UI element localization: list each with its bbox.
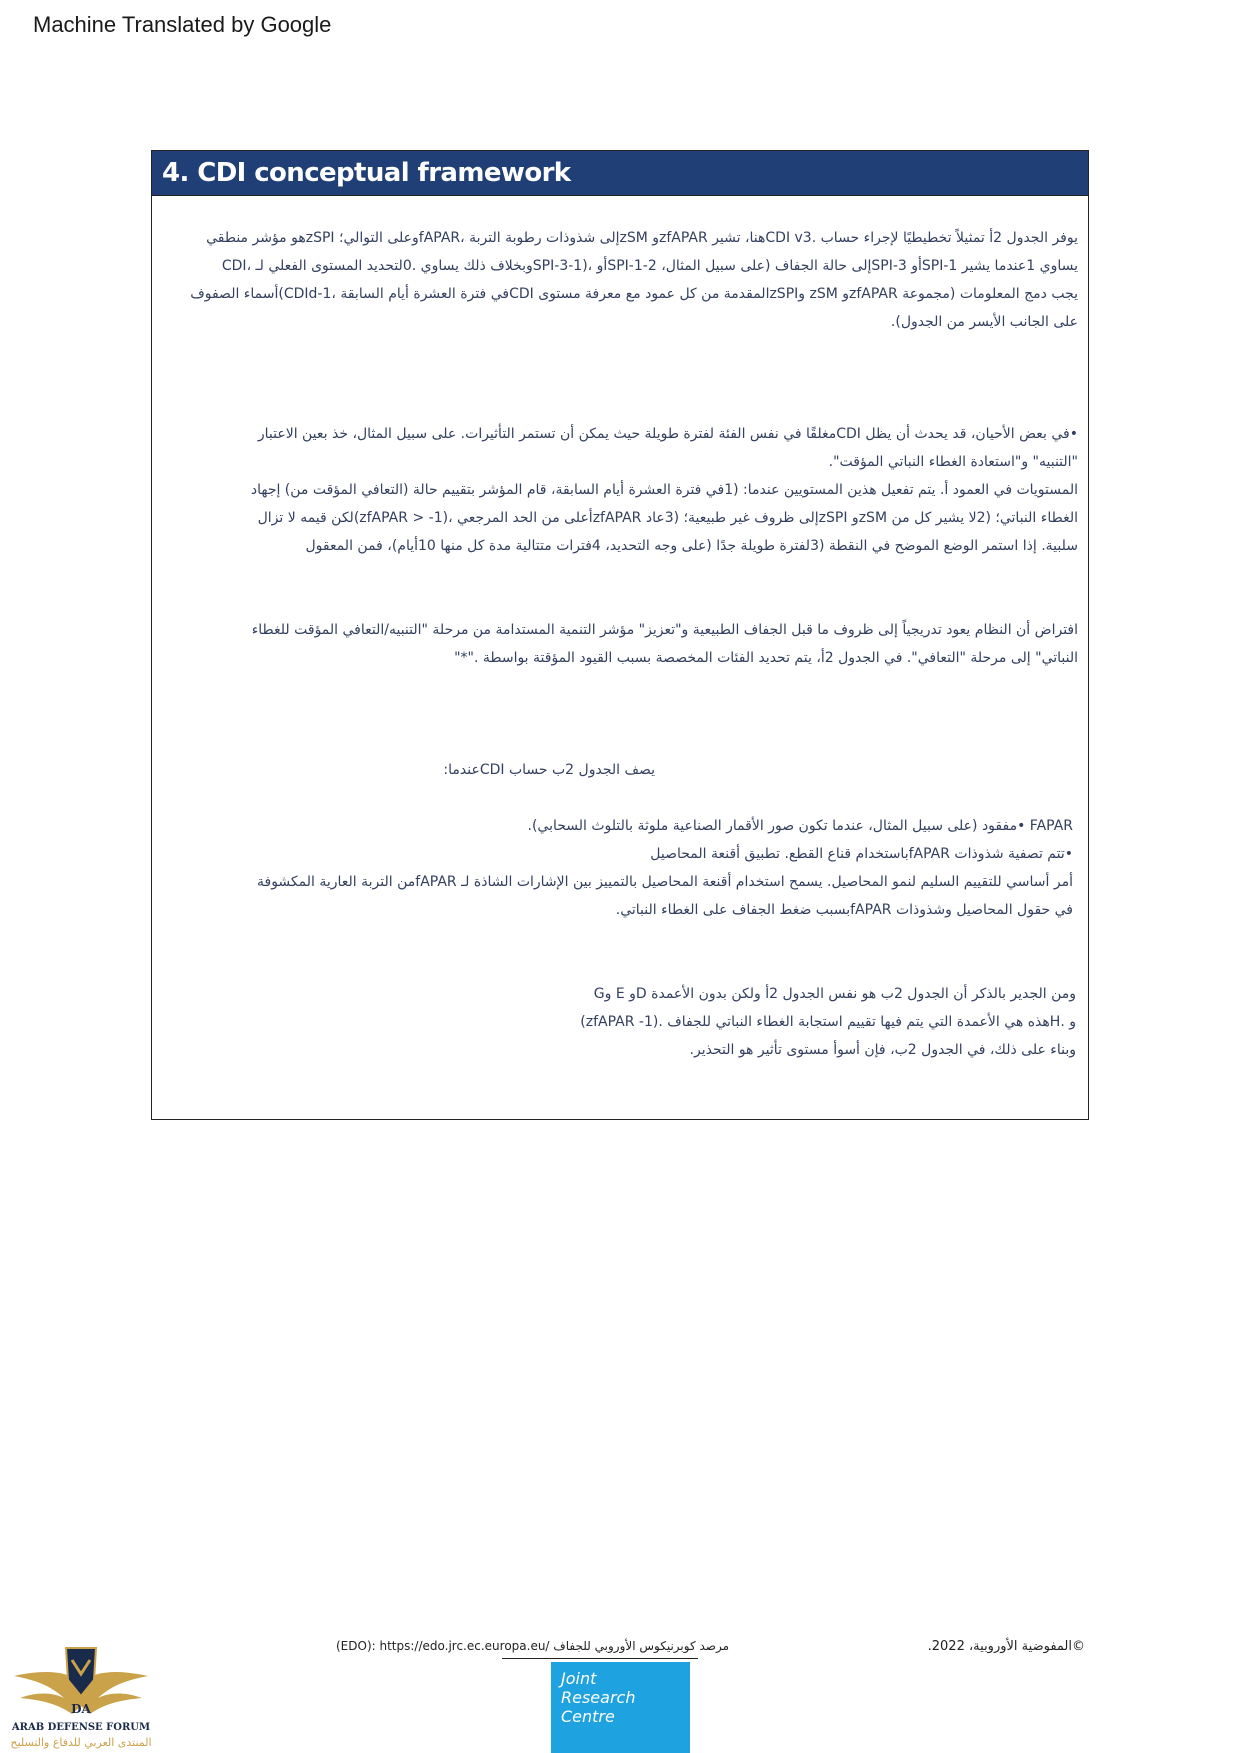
- text-line: أمر أساسي للتقييم السليم لنمو المحاصيل. يسمح استخدام أقنعة المحاصيل بالتمييز بين الإشارات الشاذة لـ fAPARمن التربة العارية المكشوفة: [257, 874, 1073, 890]
- section-title: 4. CDI conceptual framework: [162, 158, 571, 188]
- adf-initials: DA: [71, 1702, 91, 1716]
- text-line: المستويات في العمود أ. يتم تفعيل هذين المستويين عندما: (1في فترة العشرة أيام السابقة، قام المؤشر بتقييم حالة (التعافي المؤقت من) إجهاد: [250, 482, 1078, 498]
- arab-defense-forum-logo: [6, 1640, 156, 1752]
- paragraph-5: [153, 812, 1073, 924]
- paragraph-1: [158, 224, 1078, 336]
- footer-edo-link[interactable]: (EDO): https://edo.jrc.ec.europa.eu/ مرصد كوبرنيكوس الأوروبي للجفاف: [336, 1639, 730, 1653]
- text-line: ومن الجدير بالذكر أن الجدول 2ب هو نفس الجدول 2أ ولكن بدون الأعمدة Dو E وG: [593, 986, 1076, 1002]
- text-line: يساوي 1عندما يشير SPI-1أو SPI-3إلى حالة الجفاف (على سبيل المثال، 2-1-SPIأو ،(1-3-SPIوبخلاف ذلك يساوي .0لتحديد المستوى الفعلي لـ ،CDI: [221, 258, 1078, 274]
- text-line: على الجانب الأيسر من الجدول).: [890, 314, 1078, 330]
- jrc-logo-line: Centre: [561, 1707, 615, 1726]
- jrc-logo-line: Research: [561, 1688, 636, 1707]
- text-line: افتراض أن النظام يعود تدريجياً إلى ظروف ما قبل الجفاف الطبيعية و"تعزيز" مؤشر التنمية المستدامة من مرحلة "التنبيه/التعافي المؤقت للغطاء: [251, 622, 1078, 638]
- jrc-logo-text: [561, 1669, 635, 1726]
- paragraph-3: [158, 616, 1078, 672]
- text-line: يصف الجدول 2ب حساب CDIعندما:: [443, 762, 655, 778]
- text-line: يوفر الجدول 2أ تمثيلاً تخطيطيًا لإجراء حساب .CDI v3هنا، تشير zfAPARو zSMإلى شذوذات رطوبة التربة ،fAPARوعلى التوالي؛ zSPIهو مؤشر منطقي: [206, 230, 1078, 246]
- paragraph-6: [156, 980, 1076, 1064]
- text-line: •تتم تصفية شذوذات fAPARباستخدام قناع القطع. تطبيق أقنعة المحاصيل: [650, 846, 1073, 862]
- text-line: في حقول المحاصيل وشذوذات fAPARبسبب ضغط الجفاف على الغطاء النباتي.: [615, 902, 1073, 918]
- jrc-logo: [551, 1662, 690, 1753]
- text-line: •في بعض الأحيان، قد يحدث أن يظل CDIمغلقًا في نفس الفئة لفترة طويلة حيث يمكن أن تستمر التأثيرات. على سبيل المثال، خذ بعين الاعتبار: [257, 426, 1078, 442]
- text-line: وبناء على ذلك، في الجدول 2ب، فإن أسوأ مستوى تأثير هو التحذير.: [689, 1042, 1076, 1058]
- jrc-logo-line: Joint: [561, 1669, 597, 1688]
- paragraph-2: [158, 420, 1078, 560]
- adf-name-arabic: المنتدى العربي للدفاع والتسليح: [10, 1736, 152, 1749]
- machine-translation-banner: Machine Translated by Google: [33, 12, 332, 37]
- text-line: FAPAR •مفقود (على سبيل المثال، عندما تكون صور الأقمار الصناعية ملوثة بالتلوث السحابي).: [527, 818, 1073, 834]
- text-line: يجب دمج المعلومات (مجموعة zfAPARو zSM وzSPIالمقدمة من كل عمود مع معرفة مستوى CDIفي فترة العشرة أيام السابقة ،CDId-1)أسماء الصفوف: [190, 286, 1078, 302]
- adf-name: ARAB DEFENSE FORUM: [11, 1722, 151, 1733]
- footer-link-underline: [502, 1658, 698, 1659]
- text-line: سلبية. إذا استمر الوضع الموضح في النقطة (3لفترة طويلة جدًا (على وجه التحديد، 4فترات متتالية مدة كل منها 10أيام)، فمن المعقول: [305, 538, 1078, 554]
- text-line: "التنبيه" و"استعادة الغطاء النباتي المؤقت".: [828, 454, 1078, 470]
- section-header: [152, 151, 1088, 196]
- paragraph-4: [155, 756, 655, 784]
- footer-copyright: ©المفوضية الأوروبية، 2022.: [927, 1639, 1085, 1654]
- text-line: و .Hهذه هي الأعمدة التي يتم فيها تقييم استجابة الغطاء النباتي للجفاف .(1- zfAPAR): [580, 1014, 1076, 1030]
- text-line: الغطاء النباتي؛ (2لا يشير كل من zSMو zSPIإلى ظروف غير طبيعية؛ (3عاد zfAPARأعلى من الحد المرجعي ،(1- < zfAPAR)لكن قيمه لا تزال: [257, 510, 1078, 526]
- text-line: النباتي" إلى مرحلة "التعافي". في الجدول 2أ، يتم تحديد الفئات المخصصة بسبب القيود المؤقتة بواسطة ."*": [454, 650, 1078, 666]
